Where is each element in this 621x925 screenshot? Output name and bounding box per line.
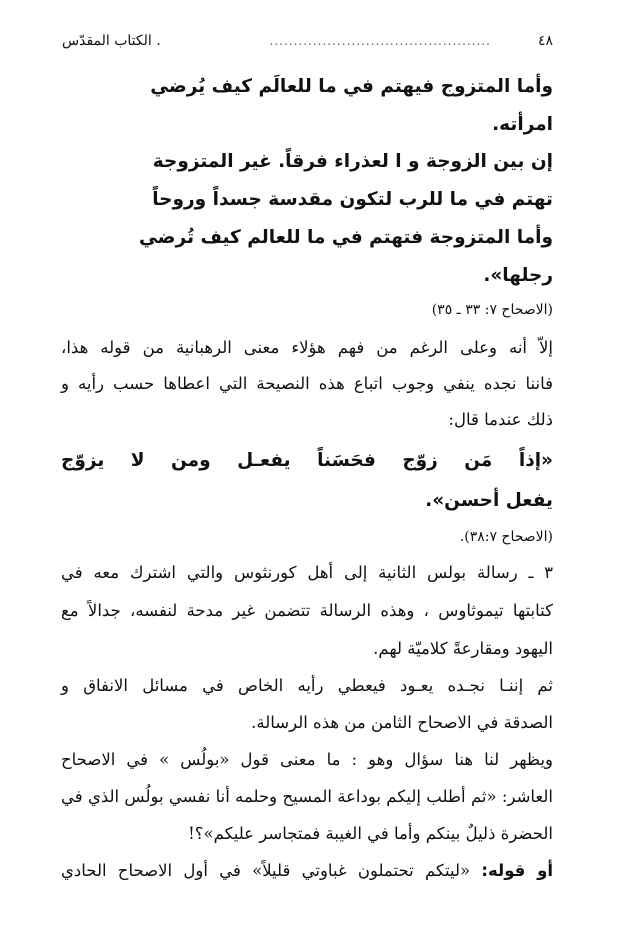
scripture-reference: (الاصحاح ٣٨:٧). [459, 529, 553, 545]
body-line: الصدقة في الاصحاح الثامن من هذه الرسالة. [251, 713, 553, 732]
scripture-reference: (الاصحاح ٧: ٣٣ ـ ٣٥) [431, 302, 553, 318]
quote-line: يفعل أحسن». [425, 490, 553, 511]
body-line: الحضرة ذليلٌ بينكم وأما في الغيبة فمتجاسر عليكم»؟! [188, 824, 553, 843]
body-line: العاشر: «ثم أطلب إليكم بوداعة المسيح وحلمه أنا نفسي بولُس الذي في [61, 787, 553, 806]
body-line: ذلك عندما قال: [448, 410, 553, 429]
quote-line: «إذاً مَن زوّج فحَسَناً يفعـل ومن لا يزوّج [61, 450, 553, 471]
line-text: «ليتكم تحتملون غباوتي قليلاً» في أول الاصحاح الحادي [61, 861, 482, 880]
page-number: ٤٨ [537, 33, 553, 49]
quote-line: وأما المتزوجة فتهتم في ما للعالم كيف تُرضي [138, 227, 553, 248]
quote-line: إن بين الزوجة و ا لعذراء فرقاً. غير المتزوجة [152, 151, 553, 172]
quote-line: امرأته. [492, 114, 553, 135]
lead-phrase: أو قوله: [481, 861, 554, 880]
header-title: . الكتاب المقدّس [62, 33, 161, 49]
body-line: ٣ ـ رسالة بولس الثانية إلى أهل كورنثوس والتي اشترك معه في [61, 563, 553, 582]
header-leader-dots: .............................................. [269, 34, 491, 48]
body-line: اليهود ومقارعةً كلاميّة لهم. [373, 639, 553, 658]
body-line: إلاّ أنه وعلى الرغم من فهم هؤلاء معنى الرهبانية من قوله هذا، [61, 338, 553, 357]
running-header [62, 30, 553, 52]
body-line: ويظهر لنا هنا سؤال وهو : ما معنى قول «بولُس » في الاصحاح [61, 750, 553, 769]
quote-line: رجلها». [483, 265, 553, 286]
body-line [61, 861, 553, 880]
body-line: ثم إننـا نجـده يعـود فيعطي رأيه الخاص في مسائل الانفاق و [61, 676, 553, 695]
body-line: فاننا نجده ينفي وجوب اتباع هذه النصيحة التي اعطاها حسب رأيه و [61, 374, 553, 393]
quote-line: وأما المتزوج فيهتم في ما للعالَم كيف يُرضي [150, 76, 553, 97]
body-line: كتابتها تيموثاوس ، وهذه الرسالة تتضمن غير مدحة لنفسه، جدالاً مع [61, 601, 553, 620]
quote-line: تهتم في ما للرب لتكون مقدسة جسداً وروحاً [152, 189, 553, 210]
